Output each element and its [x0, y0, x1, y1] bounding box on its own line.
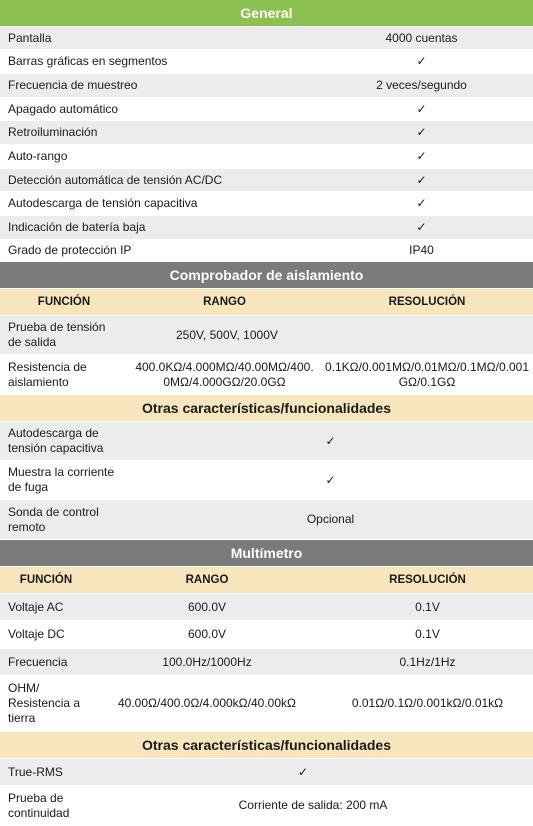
insulation-other-label: Sonda de control remoto: [8, 504, 99, 534]
multimeter-other-row: [0, 786, 533, 826]
general-row: [0, 240, 533, 262]
check-icon: ✓: [325, 433, 336, 448]
general-row-value: IP40: [409, 243, 434, 257]
general-row: [0, 121, 533, 145]
insulation-other-row: [0, 461, 533, 500]
column-header-rango: RANGO: [203, 295, 246, 308]
general-row-label: Retroiluminación: [8, 125, 98, 139]
multimeter-header: Multímetro: [0, 540, 533, 567]
check-icon: ✓: [416, 172, 427, 187]
general-row: [0, 192, 533, 216]
check-icon: ✓: [416, 220, 427, 234]
insulation-other-header: Otras características/funcionalidades: [0, 395, 533, 422]
insulation-column-headers: [0, 289, 533, 316]
insulation-row: [0, 316, 533, 355]
multimeter-other-row: [0, 759, 533, 786]
general-row: [0, 145, 533, 169]
multimeter-other-label: Prueba de continuidad: [8, 790, 70, 820]
insulation-row-rango: 250V, 500V, 1000V: [176, 327, 278, 342]
column-header-funcion: FUNCIÓN: [37, 295, 91, 308]
general-row-label: Detección automática de tensión AC/DC: [8, 172, 223, 187]
multimeter-row-rango: 100.0Hz/1000Hz: [162, 654, 252, 669]
insulation-header: Comprobador de aislamiento: [0, 262, 533, 289]
multimeter-row-resolucion: 0.1Hz/1Hz: [399, 654, 456, 669]
multimeter-row-funcion: Voltaje DC: [8, 627, 65, 641]
multimeter-row-resolucion: 0.01Ω/0.1Ω/0.001kΩ/0.01kΩ: [351, 696, 504, 710]
general-row: [0, 98, 533, 121]
multimeter-other-label: True-RMS: [8, 764, 63, 779]
multimeter-row-rango: 40.00Ω/400.0Ω/4.000kΩ/40.00kΩ: [117, 696, 296, 710]
multimeter-row: [0, 594, 533, 621]
general-row-value: 2 veces/segundo: [376, 78, 467, 92]
general-header: General: [0, 0, 533, 27]
multimeter-row-resolucion: 0.1V: [415, 599, 440, 614]
multimeter-row-funcion: Voltaje AC: [8, 599, 64, 614]
general-row: [0, 50, 533, 74]
check-icon: ✓: [416, 125, 427, 139]
column-header-rango: RANGO: [185, 573, 229, 586]
general-row-label: Indicación de batería baja: [8, 220, 146, 234]
multimeter-other-value: Corriente de salida: 200 mA: [238, 798, 388, 812]
insulation-other-value: Opcional: [306, 512, 355, 526]
general-row-label: Grado de protección IP: [8, 243, 132, 257]
general-row-label: Pantalla: [8, 30, 52, 45]
general-row-label: Apagado automático: [8, 101, 119, 116]
general-row: [0, 169, 533, 192]
insulation-other-row: [0, 422, 533, 461]
column-header-funcion: FUNCIÓN: [19, 573, 73, 586]
insulation-other-label: Autodescarga de tensión capacitiva: [8, 426, 104, 455]
multimeter-row-rango: 600.0V: [187, 599, 227, 614]
general-row: [0, 74, 533, 98]
column-header-resolucion: RESOLUCIÓN: [389, 573, 466, 586]
check-icon: ✓: [325, 472, 336, 487]
column-header-resolucion: RESOLUCIÓN: [388, 295, 466, 308]
check-icon: ✓: [416, 101, 427, 116]
multimeter-row-funcion: OHM/ Resistencia a tierra: [8, 681, 81, 725]
check-icon: ✓: [297, 764, 309, 779]
insulation-row-rango: 400.0KΩ/4.000MΩ/40.00MΩ/400.0MΩ/4.000GΩ/20.0GΩ: [135, 359, 314, 389]
general-row-label: Auto-rango: [8, 149, 68, 163]
insulation-row: [0, 355, 533, 395]
general-row-label: Barras gráficas en segmentos: [8, 54, 168, 68]
general-row: [0, 27, 533, 50]
multimeter-row: [0, 649, 533, 676]
general-row: [0, 216, 533, 240]
multimeter-row-resolucion: 0.1V: [415, 627, 440, 641]
multimeter-other-header: Otras características/funcionalidades: [0, 732, 533, 759]
general-row-label: Frecuencia de muestreo: [8, 78, 138, 92]
multimeter-row: [0, 676, 533, 732]
general-row-label: Autodescarga de tensión capacitiva: [8, 196, 198, 210]
insulation-row-funcion: Resistencia de aislamiento: [8, 359, 87, 389]
multimeter-column-headers: [0, 567, 533, 594]
check-icon: ✓: [416, 54, 427, 68]
insulation-other-label: Muestra la corriente de fuga: [8, 465, 115, 494]
check-icon: ✓: [416, 196, 427, 210]
multimeter-row-rango: 600.0V: [187, 627, 227, 641]
multimeter-row: [0, 621, 533, 649]
general-table: [0, 27, 533, 262]
general-row-value: 4000 cuentas: [385, 30, 458, 45]
multimeter-row-funcion: Frecuencia: [8, 654, 68, 669]
insulation-row-resolucion: 0.1KΩ/0.001MΩ/0.01MΩ/0.1MΩ/0.001GΩ/0.1GΩ: [325, 359, 529, 389]
insulation-other-row: [0, 500, 533, 540]
insulation-row-funcion: Prueba de tensión de salida: [8, 320, 106, 349]
check-icon: ✓: [416, 149, 427, 163]
